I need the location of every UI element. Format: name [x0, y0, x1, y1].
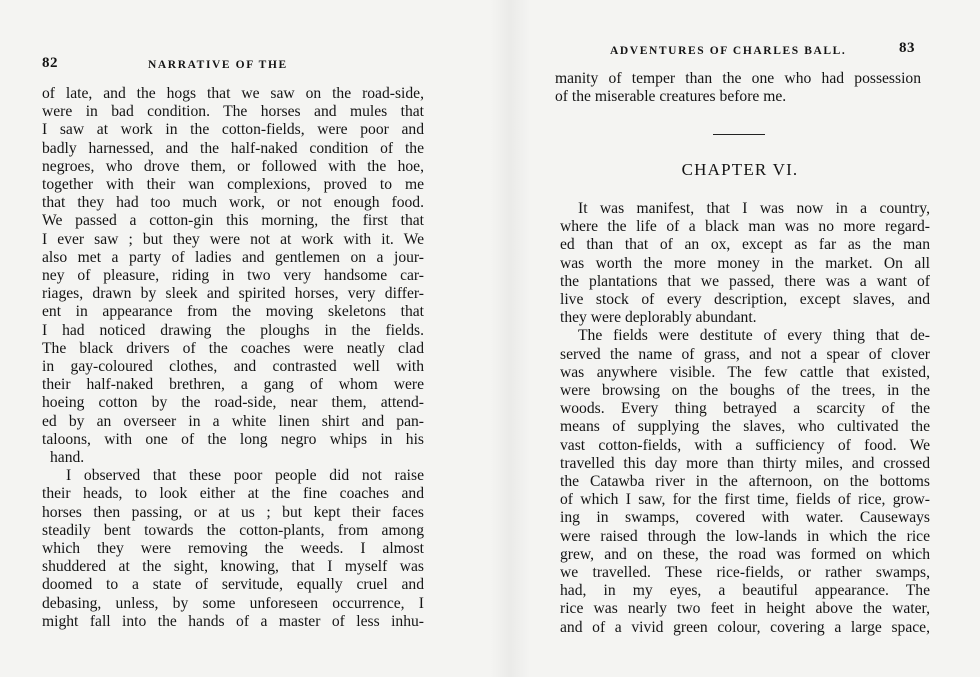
text-line: We passed a cotton-gin this morning, the first that: [42, 212, 424, 230]
text-line: the Catawba river in the afternoon, on the bottoms: [560, 473, 930, 491]
text-line: hoeing cotton by the road-side, near them, attend-: [42, 394, 424, 412]
text-line: I had noticed drawing the ploughs in the fields.: [42, 321, 424, 339]
text-line: steadily bent towards the cotton-plants, from among: [42, 521, 424, 539]
text-line: of the miserable creatures before me.: [555, 88, 787, 106]
text-line: debasing, unless, by some unforeseen occurrence, I: [42, 594, 424, 612]
left-page-number: 82: [42, 55, 58, 71]
right-page-number: 83: [899, 40, 915, 56]
text-line: negroes, who drove them, or followed with the hoe,: [42, 157, 424, 175]
text-line: of late, and the hogs that we saw on the road-side,: [42, 85, 424, 102]
text-line: vast cotton-fields, with a sufficiency of food. We: [560, 436, 930, 454]
text-line: ed than that of an ox, except as far as the man: [560, 236, 930, 254]
text-line: badly harnessed, and the half-naked condition of the: [42, 139, 424, 157]
text-line: which they were removing the weeds. I almost: [42, 540, 424, 558]
text-line: were raised through the low-lands in which the rice: [560, 527, 930, 545]
chapter-rule: [713, 134, 765, 135]
paragraph-first-line: I observed that these poor people did not raise: [66, 467, 424, 485]
text-line: shuddered at the sight, knowing, that I myself was: [42, 558, 424, 576]
text-line: their half-naked brethren, a gang of whom were: [42, 376, 424, 394]
left-page: [0, 0, 475, 677]
text-line: riages, drawn by sleek and spirited horses, very differ-: [42, 285, 424, 303]
book-gutter: [490, 0, 530, 677]
text-line: and of a vivid green colour, covering a large space,: [560, 618, 930, 636]
text-line: I ever saw ; but they were not at work with it. We: [42, 230, 424, 248]
left-running-head: NARRATIVE OF THE: [148, 59, 288, 71]
text-line: travelled this day more than thirty miles, and crossed: [560, 454, 930, 472]
text-line: taloons, with one of the long negro whips in his: [42, 430, 424, 448]
text-line: also met a party of ladies and gentlemen on a jour-: [42, 248, 424, 266]
text-line: grew, and on these, the road was formed on which: [560, 545, 930, 563]
text-line: doomed to a state of servitude, equally cruel and: [42, 576, 424, 594]
text-line: means of supplying the slaves, who cultivated the: [560, 418, 930, 436]
text-line: ney of pleasure, riding in two very handsome car-: [42, 267, 424, 285]
paragraph-first-line: It was manifest, that I was now in a country,: [578, 200, 930, 217]
text-line: the plantations that we passed, there was a want of: [560, 272, 930, 290]
text-line: they were deplorably abundant.: [560, 309, 757, 327]
paragraph-first-line: The fields were destitute of every thing that de-: [578, 327, 930, 345]
text-line: served the name of grass, and not a spear of clover: [560, 345, 930, 363]
text-line: live stock of every description, except slaves, and: [560, 291, 930, 309]
text-line: their heads, to look either at the fine coaches and: [42, 485, 424, 503]
right-running-head: ADVENTURES OF CHARLES BALL.: [610, 45, 847, 57]
text-line: where the life of a black man was no more regard-: [560, 218, 930, 236]
left-body-text: [42, 85, 424, 631]
text-line: rice was nearly two feet in height above the water,: [560, 600, 930, 618]
right-opening-text: [555, 70, 921, 106]
text-line: was worth the more money in the market. On all: [560, 254, 930, 272]
text-line: ed by an overseer in a white linen shirt and pan-: [42, 412, 424, 430]
text-line: that they had too much work, or not enough food.: [42, 194, 424, 212]
text-line: ing in swamps, covered with water. Causeways: [560, 509, 930, 527]
text-line: was anywhere visible. The few cattle that existed,: [560, 363, 930, 381]
chapter-heading: CHAPTER VI.: [681, 160, 799, 179]
text-line: in gay-coloured clothes, and contrasted well with: [42, 358, 424, 376]
text-line: ent in appearance from the moving skeletons that: [42, 303, 424, 321]
text-line: together with their wan complexions, proved to me: [42, 176, 424, 194]
text-line: woods. Every thing betrayed a scarcity of the: [560, 400, 930, 418]
text-line: had, in my eyes, a beautiful appearance. The: [560, 582, 930, 600]
text-line: manity of temper than the one who had possession: [555, 70, 921, 87]
text-line: hand.: [50, 449, 85, 467]
text-line: might fall into the hands of a master of less inhu-: [42, 612, 424, 630]
right-body-text: [560, 200, 930, 637]
text-line: The black drivers of the coaches were neatly clad: [42, 339, 424, 357]
text-line: I saw at work in the cotton-fields, were poor and: [42, 121, 424, 139]
text-line: were in bad condition. The horses and mules that: [42, 103, 424, 121]
text-line: we travelled. These rice-fields, or rather swamps,: [560, 564, 930, 582]
text-line: of which I saw, for the first time, fields of rice, grow-: [560, 491, 930, 509]
text-line: were browsing on the boughs of the trees, in the: [560, 382, 930, 400]
text-line: horses then passing, or at us ; but kept their faces: [42, 503, 424, 521]
